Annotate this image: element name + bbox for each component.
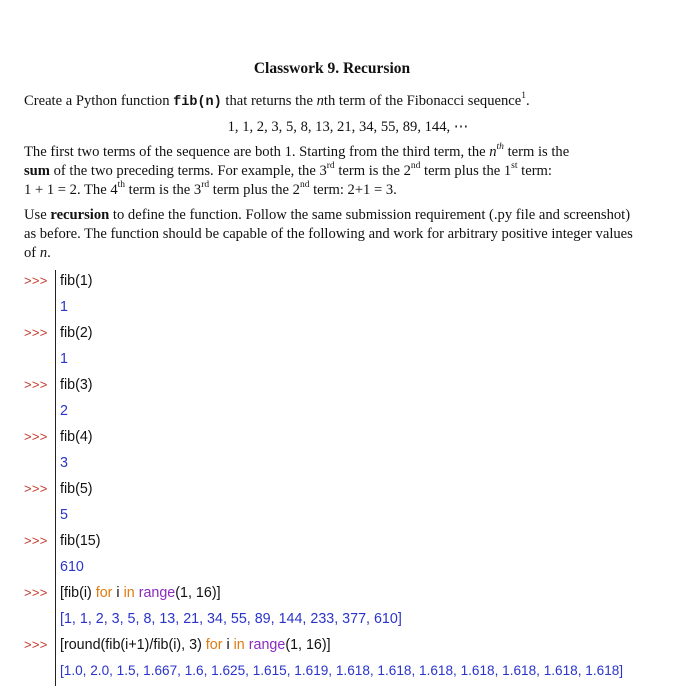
fibonacci-sequence: 1, 1, 2, 3, 5, 8, 13, 21, 34, 55, 89, 144, ⋯ [227,119,469,135]
repl-prompt: >>> [24,273,48,288]
repl-prompt: >>> [24,325,48,340]
repl-output: [1, 1, 2, 3, 5, 8, 13, 21, 34, 55, 89, 144, 233, 377, 610] [60,611,402,627]
p2-text: term is the 3 [125,182,202,198]
repl-input: fib(4) [60,429,93,445]
repl-divider [55,322,56,348]
repl-prompt: >>> [24,377,48,392]
builtin-range: range [138,585,176,601]
repl-input: fib(5) [60,481,93,497]
repl-output-row [0,348,690,374]
p3-text: . [47,245,51,261]
repl-output-row [0,660,690,686]
repl-divider [55,452,56,478]
definition-paragraph [24,143,642,200]
p2-sup: th [496,142,504,153]
repl-input: fib(2) [60,325,93,341]
intro-text-3: th term of the Fibonacci sequence [323,93,522,109]
p2-sup: st [511,161,518,172]
p2-text: The first two terms of the sequence are both 1. Starting from the third term, the [24,144,490,160]
p2-sup: rd [326,161,335,172]
repl-input-row [0,530,690,556]
repl-output-row [0,504,690,530]
repl-input: fib(3) [60,377,93,393]
p2-text: term: [517,163,552,179]
keyword-in: in [123,585,135,601]
p2-text: term plus the 2 [209,182,300,198]
repl-divider [55,530,56,556]
repl-output-row [0,556,690,582]
p2-text: term plus the 1 [420,163,512,179]
p2-n: n [489,144,497,160]
code-part: [fib(i) [60,585,96,601]
p2-sup: nd [410,161,421,172]
p2-text: 1 + 1 = 2. The 4 [24,182,118,198]
intro-n-variable: n [316,93,324,109]
code-part: (1, 16)] [175,585,221,601]
repl-input [60,585,221,601]
repl-output: 2 [60,403,68,419]
builtin-range: range [248,637,286,653]
repl-divider [55,608,56,634]
repl-prompt: >>> [24,533,48,548]
p2-text: term is the 2 [334,163,411,179]
repl-input-row [0,634,690,660]
intro-text-1: Create a Python function [24,93,174,109]
repl-divider [55,400,56,426]
intro-text-2: that returns the [221,93,317,109]
code-part: i [222,637,234,653]
repl-divider [55,374,56,400]
repl-divider [55,426,56,452]
repl-divider [55,660,56,686]
p2-text: of the two preceding terms. For example, the 3 [49,163,327,179]
keyword-for: for [95,585,113,601]
repl-output: 610 [60,559,84,575]
p2-sup: nd [299,180,310,191]
code-part: (1, 16)] [285,637,331,653]
instructions-paragraph [24,206,642,263]
repl-input-row [0,478,690,504]
intro-text-end: . [526,93,530,109]
repl-prompt: >>> [24,481,48,496]
p2-text: term: 2+1 = 3. [309,182,397,198]
repl-divider [55,296,56,322]
repl-output-row [0,400,690,426]
repl-divider [55,478,56,504]
intro-paragraph [24,92,642,112]
p3-text: Use [24,207,51,223]
repl-prompt: >>> [24,637,48,652]
repl-output: [1.0, 2.0, 1.5, 1.667, 1.6, 1.625, 1.615, 1.619, 1.618, 1.618, 1.618, 1.618, 1.618, 1.618, 1.618] [60,663,624,678]
repl-input-row [0,426,690,452]
p2-bold-sum: sum [24,163,50,179]
intro-code: fib(n) [173,95,222,110]
repl-input [60,637,331,653]
repl-output: 3 [60,455,68,471]
repl-divider [55,582,56,608]
repl-input-row [0,322,690,348]
repl-divider [55,270,56,296]
repl-input-row [0,582,690,608]
code-part: [round(fib(i+1)/fib(i), 3) [60,637,206,653]
repl-divider [55,634,56,660]
keyword-for: for [205,637,223,653]
repl-prompt: >>> [24,429,48,444]
repl-input: fib(1) [60,273,93,289]
p3-bold-recursion: recursion [50,207,110,223]
repl-divider [55,556,56,582]
page-title: Classwork 9. Recursion [253,60,411,77]
repl-input: fib(15) [60,533,101,549]
p3-text: to define the function. Follow the same submission requirement (.py file and screenshot) as before. The function should be capable of the following and work for arbitrary positive integer values of [24,207,633,261]
repl-input-row [0,374,690,400]
repl-output-row [0,608,690,634]
repl-output-row [0,296,690,322]
repl-output: 1 [60,351,68,367]
repl-input-row [0,270,690,296]
keyword-in: in [233,637,245,653]
repl-divider [55,348,56,374]
p2-sup: th [117,180,126,191]
repl-output-row [0,452,690,478]
footnote-marker: 1 [521,91,527,102]
repl-output: 5 [60,507,68,523]
repl-output: 1 [60,299,68,315]
p3-n: n [39,245,48,261]
p2-text: term is the [503,144,570,160]
repl-divider [55,504,56,530]
p2-sup: rd [201,180,210,191]
code-part: i [112,585,124,601]
repl-prompt: >>> [24,585,48,600]
